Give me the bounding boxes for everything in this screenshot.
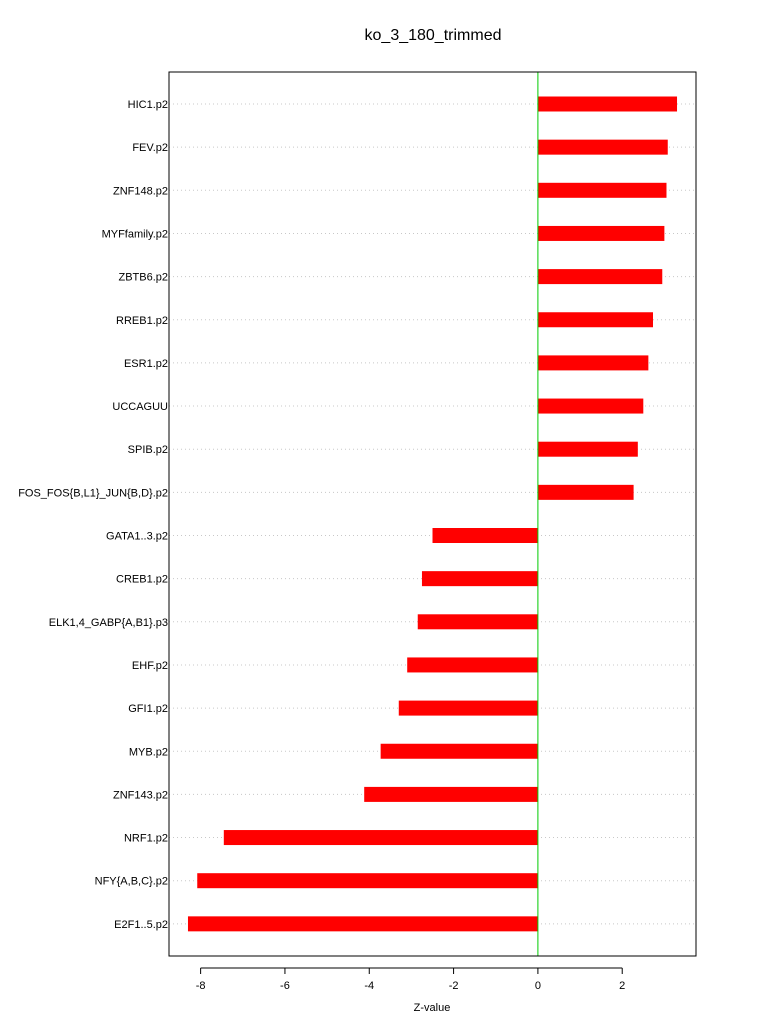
bar	[418, 614, 538, 629]
bar	[364, 787, 538, 802]
x-axis-title: Z-value	[413, 1002, 451, 1014]
bar	[538, 226, 664, 241]
bar	[381, 744, 538, 759]
bar	[538, 485, 634, 500]
category-label: MYB.p2	[128, 746, 168, 759]
category-label: ESR1.p2	[123, 357, 168, 370]
category-label: HIC1.p2	[127, 99, 168, 111]
category-label: E2F1..5.p2	[114, 918, 168, 931]
bar	[407, 657, 538, 672]
category-label: ELK1,4_GABP{A,B1}.p3	[48, 616, 168, 629]
plot-frame	[169, 72, 696, 956]
category-label: EHF.p2	[131, 659, 168, 672]
x-tick-label: -8	[195, 980, 206, 992]
category-label: GATA1..3.p2	[106, 530, 168, 543]
category-label: GFI1.p2	[128, 703, 168, 716]
bar	[538, 269, 662, 284]
bar	[538, 442, 638, 457]
bar	[188, 916, 538, 931]
bar	[399, 701, 538, 716]
bar	[538, 355, 648, 370]
bar	[197, 873, 538, 888]
bar	[422, 571, 538, 586]
bar	[538, 312, 653, 327]
bar	[538, 183, 667, 198]
bar	[224, 830, 538, 845]
x-tick-label: -6	[280, 980, 290, 992]
category-label: FOS_FOS{B,L1}_JUN{B,D}.p2	[18, 487, 168, 500]
x-tick-label: -4	[364, 980, 375, 992]
category-labels	[18, 99, 168, 931]
category-label: SPIB.p2	[127, 444, 168, 457]
x-tick-label: 2	[619, 980, 626, 992]
category-label: CREB1.p2	[116, 573, 168, 586]
category-label: RREB1.p2	[116, 314, 168, 327]
category-label: ZNF148.p2	[112, 185, 168, 198]
category-label: MYFfamily.p2	[101, 228, 168, 241]
chart-title: ko_3_180_trimmed	[364, 27, 502, 44]
x-tick-label: -2	[448, 980, 459, 992]
bar	[433, 528, 538, 543]
bar	[538, 97, 677, 112]
x-tick-label: 0	[534, 980, 541, 992]
category-label: ZBTB6.p2	[118, 271, 168, 284]
category-label: NFY{A,B,C}.p2	[94, 875, 168, 888]
category-label: UCCAGUU	[112, 401, 168, 414]
x-axis	[196, 968, 626, 992]
category-label: ZNF143.p2	[112, 789, 168, 802]
bars	[188, 97, 677, 932]
bar	[538, 140, 668, 155]
category-label: FEV.p2	[132, 142, 168, 155]
category-label: NRF1.p2	[123, 832, 168, 845]
bar	[538, 399, 643, 414]
